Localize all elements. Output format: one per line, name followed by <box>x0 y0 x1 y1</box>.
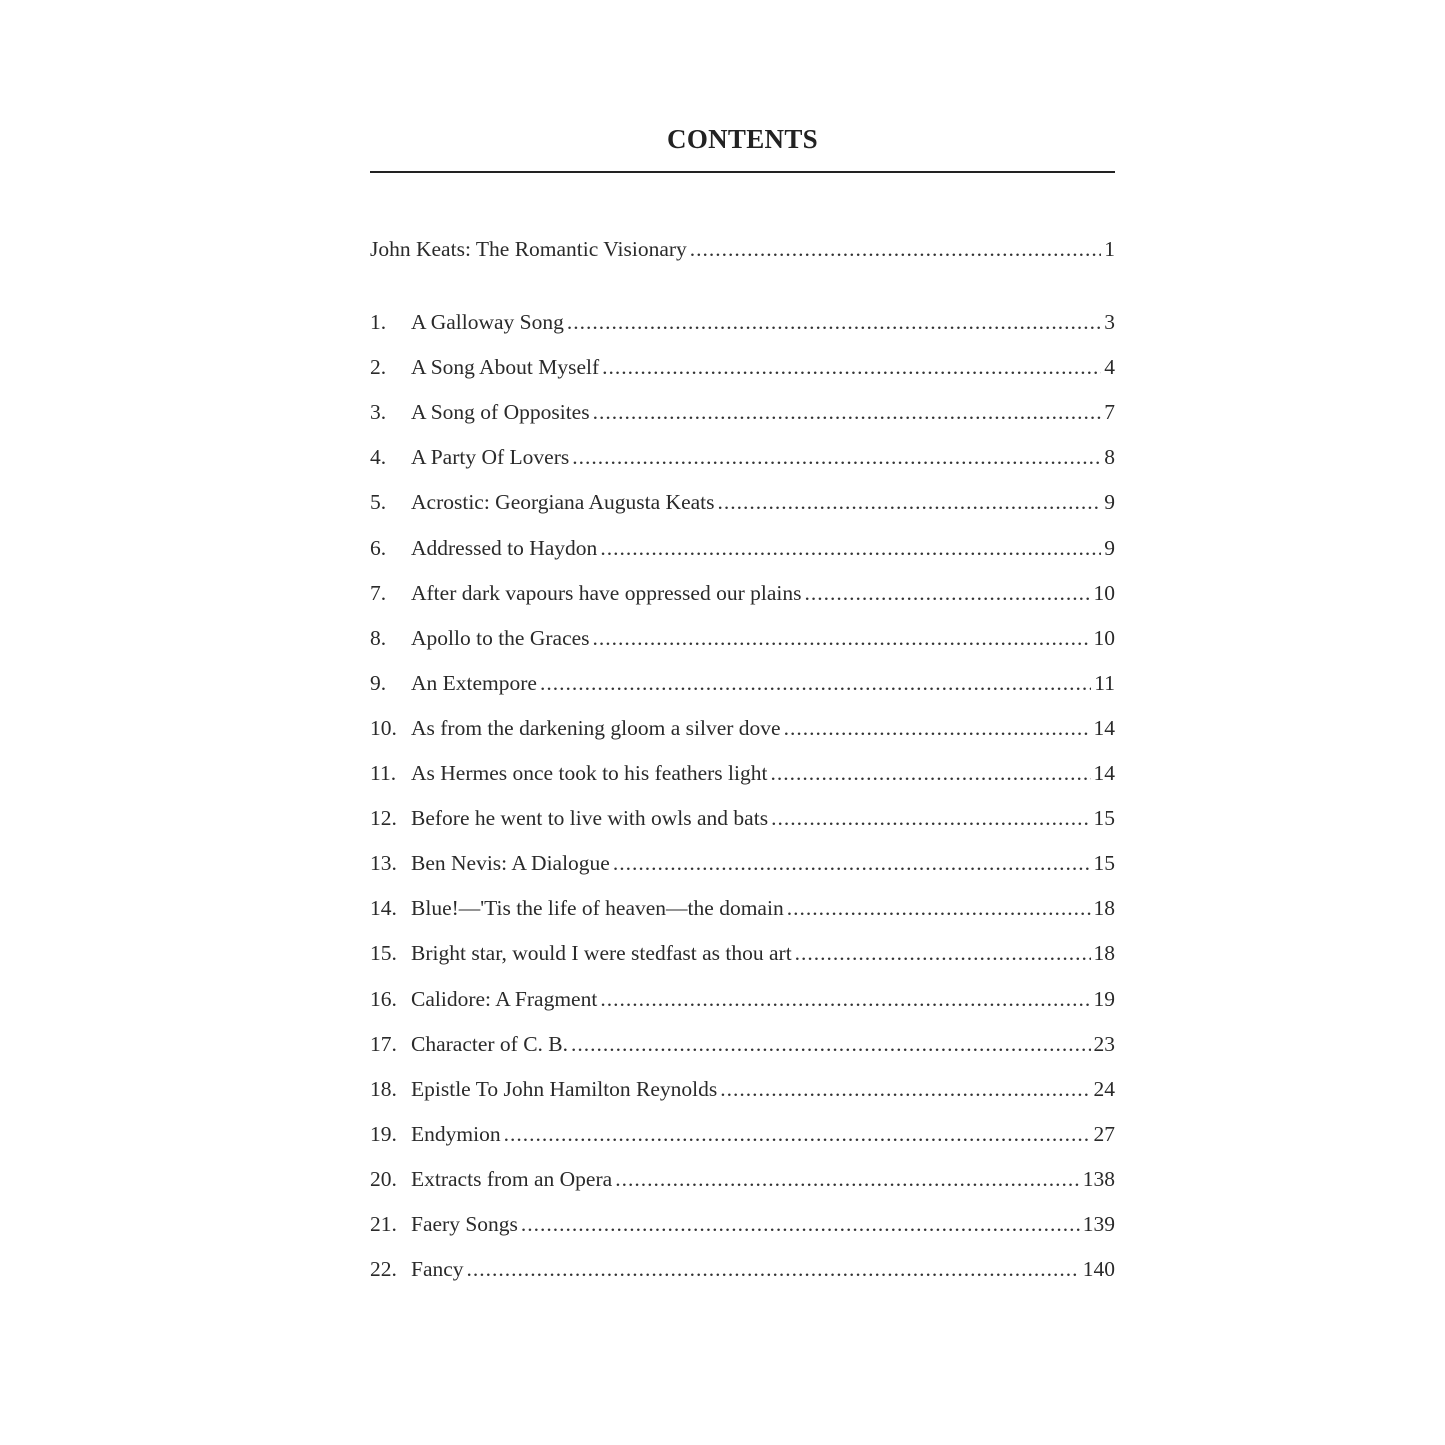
toc-entry-page: 15 <box>1093 806 1115 830</box>
toc-entry-page: 10 <box>1093 581 1115 605</box>
toc-entry-number: 16. <box>370 987 397 1011</box>
toc-entry-number: 11. <box>370 761 397 785</box>
toc-entry-title: Character of C. B. <box>411 1032 569 1056</box>
dot-leader <box>504 1119 1091 1149</box>
toc-entry-number: 9. <box>370 671 387 695</box>
dot-leader <box>720 1074 1090 1104</box>
dot-leader <box>600 533 1101 563</box>
toc-entry-number: 22. <box>370 1257 397 1281</box>
toc-entry[interactable] <box>370 623 1115 653</box>
toc-entry-page: 8 <box>1104 445 1115 469</box>
dot-leader <box>540 668 1091 698</box>
dot-leader <box>567 307 1101 337</box>
toc-entry[interactable] <box>370 578 1115 608</box>
toc-entry[interactable] <box>370 803 1115 833</box>
dot-leader <box>571 1029 1090 1059</box>
toc-entry[interactable] <box>370 848 1115 878</box>
toc-intro-entry[interactable] <box>370 234 1115 264</box>
toc-entry-title: Extracts from an Opera <box>411 1167 613 1191</box>
toc-entry-title: Calidore: A Fragment <box>411 987 598 1011</box>
dot-leader <box>787 893 1091 923</box>
toc-entry-number: 4. <box>370 445 387 469</box>
toc-entry-title: An Extempore <box>411 671 537 695</box>
toc-entry-page: 11 <box>1094 671 1115 695</box>
toc-entry-number: 3. <box>370 400 387 424</box>
dot-leader <box>613 848 1091 878</box>
toc-entry[interactable] <box>370 984 1115 1014</box>
dot-leader <box>467 1254 1080 1284</box>
contents-page <box>370 0 1115 1445</box>
toc-entry[interactable] <box>370 668 1115 698</box>
toc-entry-page: 19 <box>1093 987 1115 1011</box>
dot-leader <box>615 1164 1080 1194</box>
toc-entry[interactable] <box>370 442 1115 472</box>
toc-entry-page: 138 <box>1082 1167 1115 1191</box>
toc-entry-title: Acrostic: Georgiana Augusta Keats <box>411 490 715 514</box>
toc-entry-page: 9 <box>1104 490 1115 514</box>
title-rule <box>370 171 1115 173</box>
toc-entry-page: 14 <box>1093 761 1115 785</box>
toc-entry-title: A Song of Opposites <box>411 400 590 424</box>
toc-entry-title: Ben Nevis: A Dialogue <box>411 851 610 875</box>
toc-entry-number: 2. <box>370 355 387 379</box>
toc-entry-page: 14 <box>1093 716 1115 740</box>
toc-entry[interactable] <box>370 533 1115 563</box>
toc-entry-number: 21. <box>370 1212 397 1236</box>
toc-entry-page: 139 <box>1082 1212 1115 1236</box>
toc-entry-number: 7. <box>370 581 387 605</box>
toc-entry-number: 15. <box>370 941 397 965</box>
toc-entry-page: 23 <box>1093 1032 1115 1056</box>
toc-entry[interactable] <box>370 1119 1115 1149</box>
toc-entry-title: Epistle To John Hamilton Reynolds <box>411 1077 718 1101</box>
toc-entry[interactable] <box>370 893 1115 923</box>
toc-entry-title: Fancy <box>411 1257 464 1281</box>
toc-entry-title: After dark vapours have oppressed our plains <box>411 581 802 605</box>
toc-entry-number: 18. <box>370 1077 397 1101</box>
dot-leader <box>784 713 1091 743</box>
toc-entry-page: 3 <box>1104 310 1115 334</box>
dot-leader <box>593 397 1102 427</box>
toc-entry-number: 13. <box>370 851 397 875</box>
toc-entry-number: 20. <box>370 1167 397 1191</box>
toc-entry-title: Bright star, would I were stedfast as thou art <box>411 941 792 965</box>
toc-entry-title: A Party Of Lovers <box>411 445 570 469</box>
toc-entry-title: Before he went to live with owls and bats <box>411 806 769 830</box>
toc-entry-number: 1. <box>370 310 387 334</box>
dot-leader <box>521 1209 1080 1239</box>
toc-entry[interactable] <box>370 307 1115 337</box>
toc-entry[interactable] <box>370 1254 1115 1284</box>
dot-leader <box>572 442 1101 472</box>
toc-entry-number: 5. <box>370 490 387 514</box>
dot-leader <box>770 758 1090 788</box>
toc-entry-page: 24 <box>1093 1077 1115 1101</box>
toc-entry-number: 19. <box>370 1122 397 1146</box>
toc-entry[interactable] <box>370 938 1115 968</box>
toc-entry[interactable] <box>370 487 1115 517</box>
toc-entry-number: 12. <box>370 806 397 830</box>
toc-entry-page: 9 <box>1104 536 1115 560</box>
dot-leader <box>602 352 1101 382</box>
toc-entry-title: Faery Songs <box>411 1212 518 1236</box>
toc-entry-number: 10. <box>370 716 397 740</box>
toc-entry-page: 140 <box>1082 1257 1115 1281</box>
dot-leader <box>795 938 1091 968</box>
dot-leader <box>593 623 1091 653</box>
toc-entry[interactable] <box>370 352 1115 382</box>
toc-entry-title: As from the darkening gloom a silver dove <box>411 716 781 740</box>
toc-entry-page: 1 <box>1104 237 1115 261</box>
toc-entry[interactable] <box>370 1074 1115 1104</box>
toc-entry-page: 4 <box>1104 355 1115 379</box>
toc-entry-page: 10 <box>1093 626 1115 650</box>
toc-entry[interactable] <box>370 397 1115 427</box>
toc-entry[interactable] <box>370 758 1115 788</box>
toc-entry-title: Endymion <box>411 1122 501 1146</box>
toc-entry-number: 6. <box>370 536 387 560</box>
toc-entry-title: A Galloway Song <box>411 310 564 334</box>
toc-entry-number: 17. <box>370 1032 397 1056</box>
toc-entry-title: John Keats: The Romantic Visionary <box>370 237 687 261</box>
toc-entry-page: 27 <box>1093 1122 1115 1146</box>
toc-entry[interactable] <box>370 1209 1115 1239</box>
toc-entry-page: 18 <box>1093 896 1115 920</box>
dot-leader <box>804 578 1090 608</box>
toc-entry-title: As Hermes once took to his feathers light <box>411 761 768 785</box>
toc-entry-number: 14. <box>370 896 397 920</box>
page-title: CONTENTS <box>667 124 818 154</box>
toc-entry-number: 8. <box>370 626 387 650</box>
dot-leader <box>771 803 1090 833</box>
toc-entry-title: A Song About Myself <box>411 355 600 379</box>
dot-leader <box>690 234 1101 264</box>
toc-entry[interactable] <box>370 1029 1115 1059</box>
toc-entry-title: Apollo to the Graces <box>411 626 590 650</box>
dot-leader <box>600 984 1090 1014</box>
toc-entry-title: Addressed to Haydon <box>411 536 598 560</box>
toc-entry-page: 7 <box>1104 400 1115 424</box>
toc-entry-title: Blue!—'Tis the life of heaven—the domain <box>411 896 784 920</box>
toc-entry[interactable] <box>370 713 1115 743</box>
toc-entry[interactable] <box>370 1164 1115 1194</box>
toc-entry-page: 18 <box>1093 941 1115 965</box>
dot-leader <box>718 487 1102 517</box>
toc-entry-page: 15 <box>1093 851 1115 875</box>
